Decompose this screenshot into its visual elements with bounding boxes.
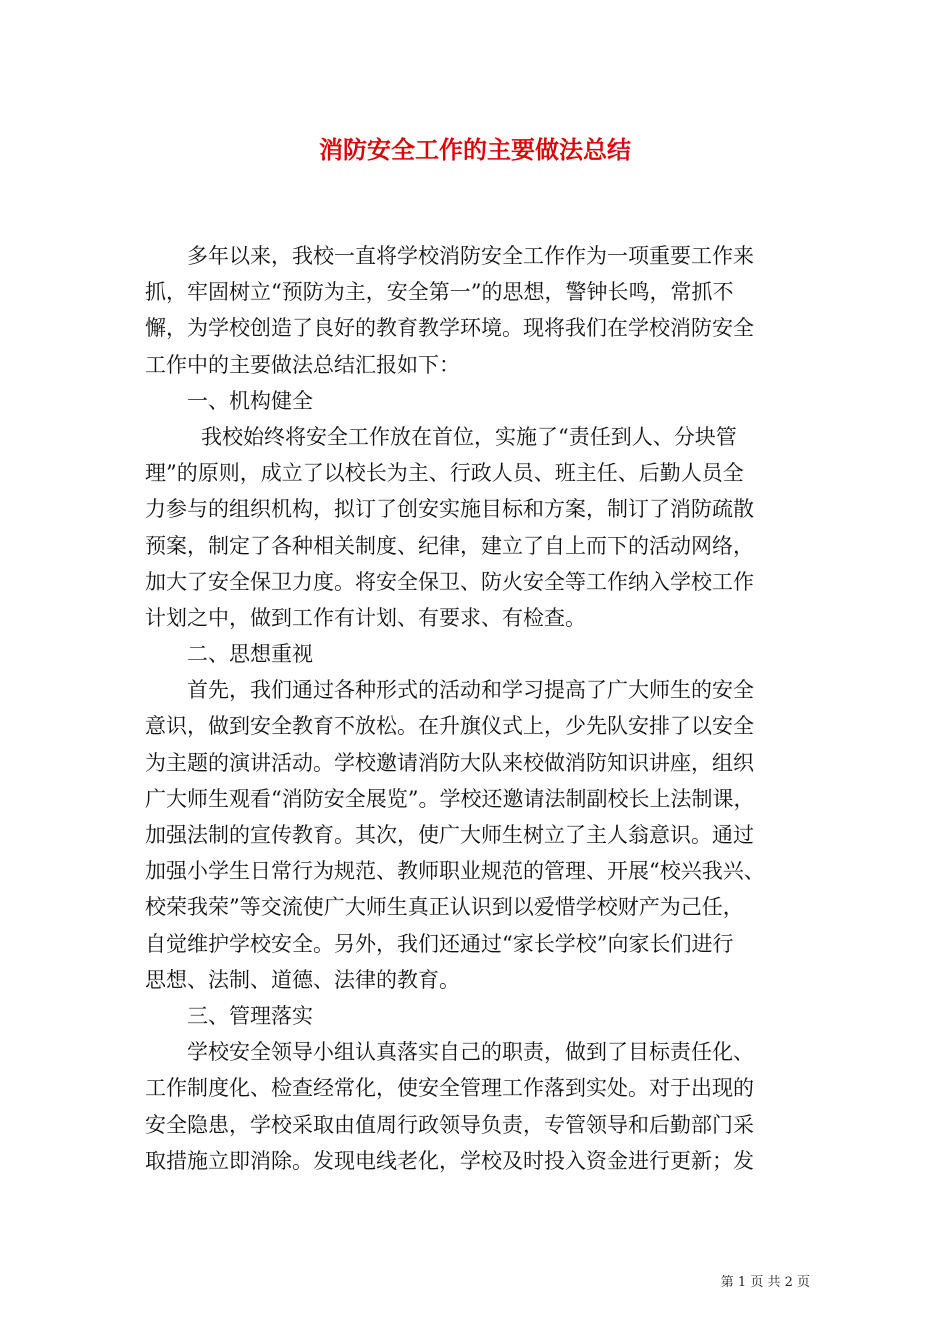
section-heading: 三、管理落实 [187,1003,313,1028]
paragraph-line: 校荣我荣”等交流使广大师生真正认识到以爱惜学校财产为己任， [145,895,744,920]
section-heading: 二、思想重视 [187,642,313,667]
document-title: 消防安全工作的主要做法总结 [319,135,631,164]
paragraph-line: 安全隐患，学校采取由值周行政领导负责，专管领导和后勤部门采 [145,1112,754,1137]
paragraph-line: 加强小学生日常行为规范、教师职业规范的管理、开展“校兴我兴、 [145,859,765,884]
paragraph-line: 我校始终将安全工作放在首位，实施了“责任到人、分块管 [201,424,737,449]
paragraph-line: 力参与的组织机构，拟订了创安实施目标和方案，制订了消防疏散 [145,497,754,522]
paragraph-line: 意识，做到安全教育不放松。在升旗仪式上，少先队安排了以安全 [145,714,754,739]
paragraph-line: 思想、法制、道德、法律的教育。 [145,967,460,992]
paragraph-line: 加大了安全保卫力度。将安全保卫、防火安全等工作纳入学校工作 [145,569,754,594]
paragraph-line: 学校安全领导小组认真落实自己的职责，做到了目标责任化、 [187,1040,754,1065]
paragraph-line: 工作中的主要做法总结汇报如下： [145,352,460,377]
page-number: 第 1 页 共 2 页 [720,1275,810,1290]
paragraph-line: 首先，我们通过各种形式的活动和学习提高了广大师生的安全 [187,678,754,703]
paragraph-line: 广大师生观看“消防安全展览”。学校还邀请法制副校长上法制课， [145,786,755,811]
paragraph-line: 理”的原则，成立了以校长为主、行政人员、班主任、后勤人员全 [145,461,744,486]
paragraph-line: 自觉维护学校安全。另外，我们还通过“家长学校”向家长们进行 [145,931,734,956]
paragraph-line: 预案，制定了各种相关制度、纪律，建立了自上而下的活动网络， [145,533,754,558]
paragraph-line: 工作制度化、检查经常化，使安全管理工作落到实处。对于出现的 [145,1076,754,1101]
paragraph-line: 多年以来，我校一直将学校消防安全工作作为一项重要工作来 [187,244,754,268]
paragraph-line: 抓，牢固树立“预防为主，安全第一”的思想，警钟长鸣，常抓不 [145,280,734,305]
paragraph-line: 为主题的演讲活动。学校邀请消防大队来校做消防知识讲座，组织 [145,750,754,775]
section-heading: 一、机构健全 [187,388,313,413]
paragraph-line: 取措施立即消除。发现电线老化，学校及时投入资金进行更新；发 [145,1148,754,1173]
paragraph-line: 懈，为学校创造了良好的教育教学环境。现将我们在学校消防安全 [145,316,754,341]
document-body [145,238,810,1179]
paragraph-line: 加强法制的宣传教育。其次，使广大师生树立了主人翁意识。通过 [145,823,754,847]
paragraph-line: 计划之中，做到工作有计划、有要求、有检查。 [145,605,586,630]
